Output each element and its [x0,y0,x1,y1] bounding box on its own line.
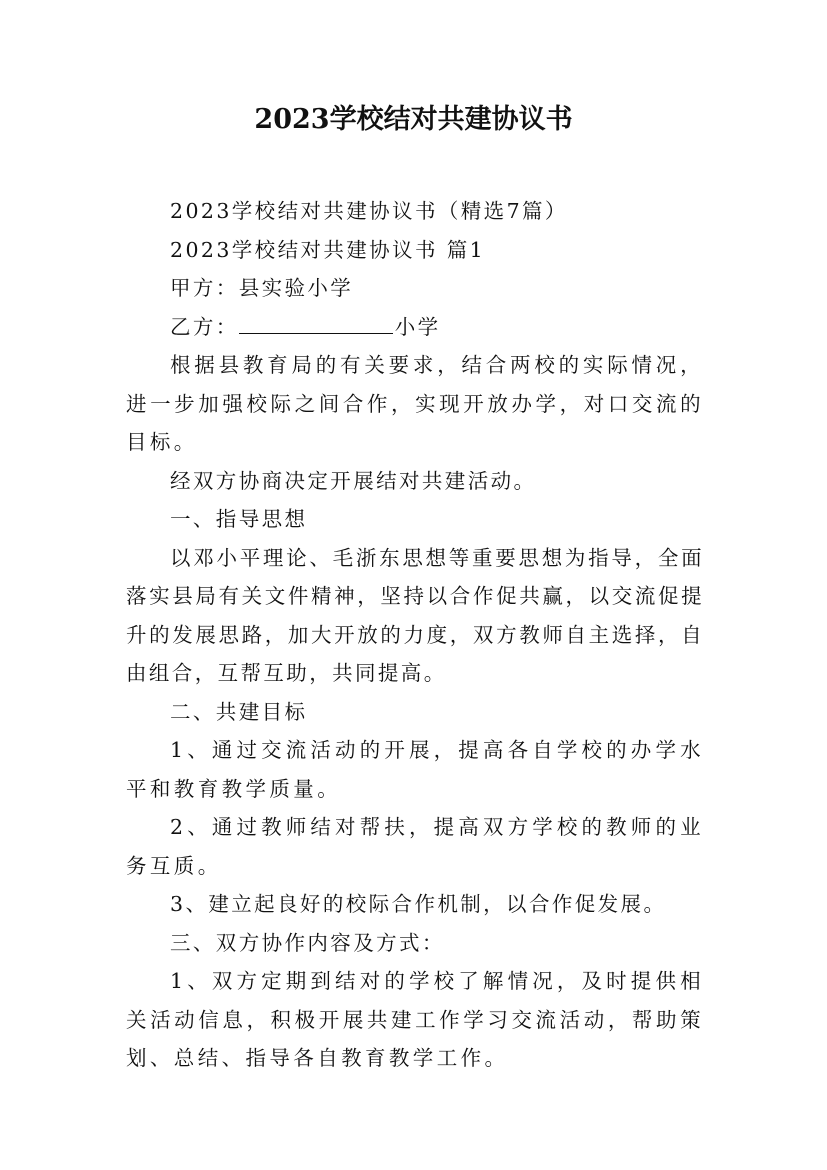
paragraph-goal-3: 3、建立起良好的校际合作机制，以合作促发展。 [170,892,667,916]
paragraph-party-a: 甲方：县实验小学 [170,276,354,300]
section-heading-guiding-thought: 一、指导思想 [170,507,308,531]
document-title: 2023学校结对共建协议书 [254,104,573,135]
paragraph-background: 根据县教育局的有关要求，结合两校的实际情况，进一步加强校际之间合作，实现开放办学，对口交流的目标。 [126,353,704,454]
paragraph-goal-2: 2、通过教师结对帮扶，提高双方学校的教师的业务互质。 [126,815,704,878]
paragraph-agreement: 经双方协商决定开展结对共建活动。 [170,468,537,493]
party-b-label: 乙方： [170,314,239,339]
party-b-blank-line [239,315,393,334]
section-heading-goals: 二、共建目标 [170,699,308,724]
paragraph-chapter-heading: 2023学校结对共建协议书 篇1 [170,237,486,262]
document-body [126,192,704,1078]
paragraph-subtitle: 2023学校结对共建协议书（精选7篇） [170,199,568,223]
section-heading-cooperation: 三、双方协作内容及方式： [170,930,445,955]
paragraph-party-b [126,308,704,347]
paragraph-guiding-thought: 以邓小平理论、毛浙东思想等重要思想为指导，全面落实县局有关文件精神，坚持以合作促共赢，以交流促提升的发展思路，加大开放的力度，双方教师自主选择，自由组合，互帮互助，共同提高。 [126,545,704,685]
paragraph-goal-1: 1、通过交流活动的开展，提高各自学校的办学水平和教育教学质量。 [126,738,704,801]
paragraph-cooperation-1: 1、双方定期到结对的学校了解情况，及时提供相关活动信息，积极开展共建工作学习交流活动，帮助策划、总结、指导各自教育教学工作。 [126,969,704,1070]
party-b-suffix: 小学 [394,314,441,339]
